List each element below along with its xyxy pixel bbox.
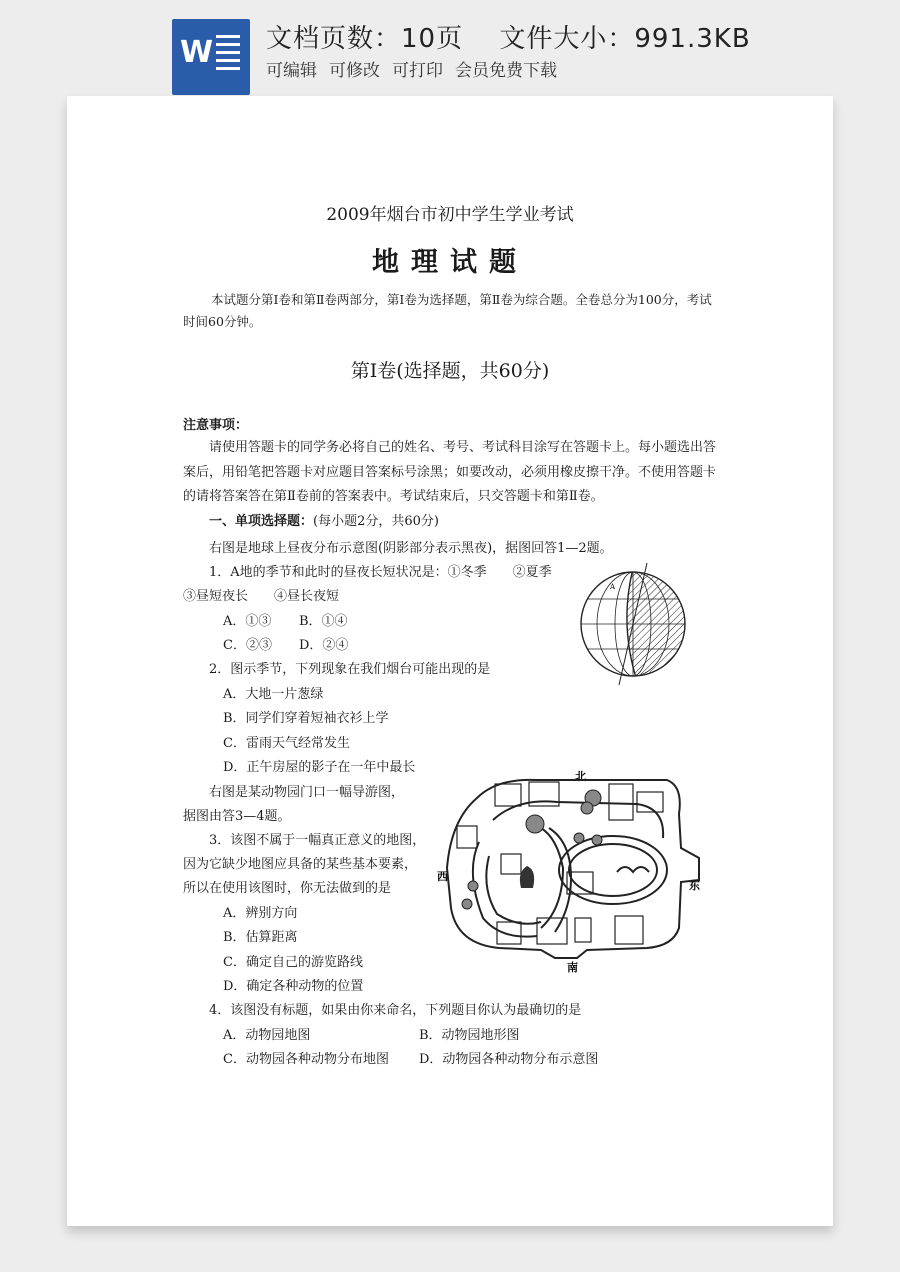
- notice-label: 注意事项：: [183, 418, 249, 433]
- feature-modifiable: 可修改: [329, 61, 380, 81]
- q3-option-b: B．估算距离: [223, 930, 298, 945]
- q34-intro-2: 据图由答3—4题。: [183, 809, 291, 824]
- q3-option-c: C．确定自己的游览路线: [223, 955, 363, 970]
- q3-stem-3: 所以在使用该图时，你无法做到的是: [183, 881, 392, 896]
- q2-option-d: D．正午房屋的影子在一年中最长: [223, 760, 416, 775]
- map-west-label: 西: [437, 870, 448, 883]
- q12-intro: 右图是地球上昼夜分布示意图(阴影部分表示黑夜)，据图回答1—2题。: [209, 541, 613, 556]
- q34-intro-1: 右图是某动物园门口一幅导游图，: [209, 785, 405, 800]
- zoo-guide-map: [437, 768, 705, 974]
- q1-option-c: C．②③: [223, 638, 272, 653]
- feature-list: [266, 56, 569, 81]
- q4-stem: 4．该图没有标题，如果由你来命名，下列题目你认为最确切的是: [209, 1003, 582, 1018]
- document-page: [67, 96, 833, 1226]
- map-north-label: 北: [575, 770, 586, 783]
- part1-heading: 一、单项选择题：(每小题2分，共60分): [209, 514, 439, 529]
- notice-text: 请使用答题卡的同学务必将自己的姓名、考号、考试科目涂写在答题卡上。每小题选出答案后，用铅笔把答题卡对应题目答案标号涂黑；如要改动，必须用橡皮擦干净。不使用答题卡的请将答案答在第Ⅱ卷前的答案表中。考试结束后，只交答题卡和第Ⅱ卷。: [183, 440, 717, 504]
- q4-option-b: B．动物园地形图: [419, 1028, 520, 1043]
- q1-option-b: B．①④: [299, 614, 348, 629]
- q2-option-a: A．大地一片葱绿: [223, 687, 324, 702]
- map-east-label: 东: [689, 879, 700, 892]
- q3-stem-2: 因为它缺少地图应具备的某些基本要素，: [183, 857, 418, 872]
- q4-option-a: A．动物园地图: [223, 1028, 311, 1043]
- q3-option-d: D．确定各种动物的位置: [223, 979, 364, 994]
- q1-option-d: D．②④: [299, 638, 349, 653]
- q1-option-a: A．①③: [223, 614, 272, 629]
- download-banner: [0, 0, 900, 96]
- file-info: 文档页数：10页 文件大小：991.3KB: [266, 24, 751, 54]
- exam-title: 地理试题: [372, 247, 528, 278]
- map-south-label: 南: [567, 961, 578, 974]
- q1-stem-cont: ③昼短夜长 ④昼长夜短: [183, 589, 340, 604]
- exam-subtitle: 2009年烟台市初中学生学业考试: [326, 205, 574, 225]
- q3-option-a: A．辨别方向: [223, 906, 298, 921]
- q4-option-d: D．动物园各种动物分布示意图: [419, 1052, 599, 1067]
- feature-editable: 可编辑: [266, 61, 317, 81]
- section-title: 第Ⅰ卷(选择题，共60分): [350, 360, 550, 382]
- q2-option-c: C．雷雨天气经常发生: [223, 736, 350, 751]
- feature-member-download: 会员免费下载: [455, 61, 557, 81]
- q3-stem-1: 3．该图不属于一幅真正意义的地图，: [209, 833, 426, 848]
- q4-option-c: C．动物园各种动物分布地图: [223, 1052, 389, 1067]
- word-icon-letter: W: [180, 35, 214, 70]
- q2-option-b: B．同学们穿着短袖衣衫上学: [223, 711, 389, 726]
- feature-printable: 可打印: [392, 61, 443, 81]
- exam-intro: 本试题分第Ⅰ卷和第Ⅱ卷两部分，第Ⅰ卷为选择题，第Ⅱ卷为综合题。全卷总分为100分，考试时间60分钟。: [183, 292, 712, 329]
- day-night-globe-diagram: [577, 561, 689, 687]
- word-document-icon: [172, 19, 250, 95]
- q2-stem: 2．图示季节，下列现象在我们烟台可能出现的是: [209, 662, 491, 677]
- q1-stem: 1．A地的季节和此时的昼夜长短状况是：①冬季 ②夏季: [209, 565, 552, 580]
- globe-point-label: A: [610, 583, 616, 591]
